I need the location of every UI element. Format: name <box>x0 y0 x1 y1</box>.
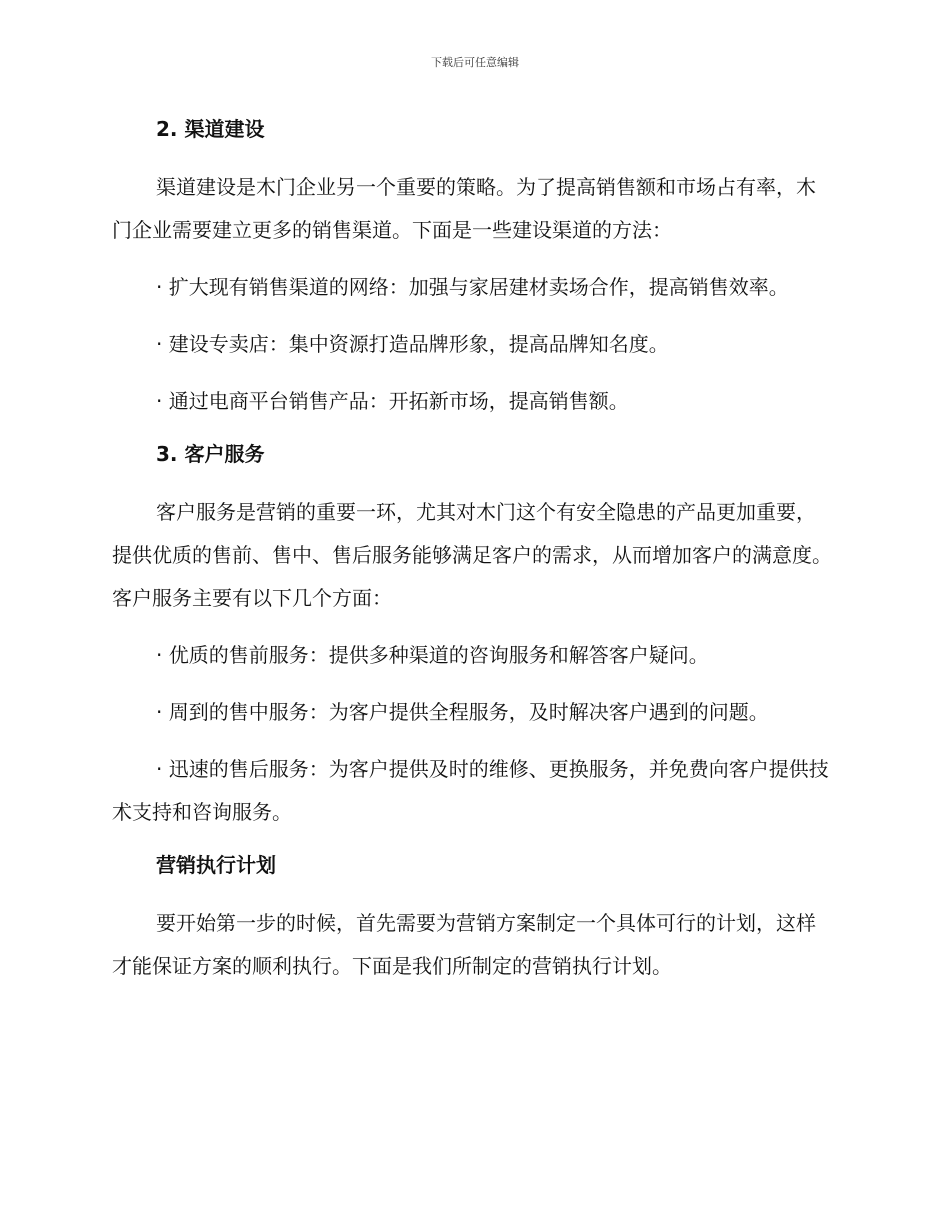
section-heading-plan: 营销执行计划 <box>156 853 276 877</box>
bullet-item: · 通过电商平台销售产品：开拓新市场，提高销售额。 <box>156 389 629 413</box>
bullet-item: · 迅速的售后服务：为客户提供及时的维修、更换服务，并免费向客户提供技术支持和咨询服务。 <box>112 757 829 824</box>
paragraph: 客户服务是营销的重要一环，尤其对木门这个有安全隐患的产品更加重要，提供优质的售前、售中、售后服务能够满足客户的需求，从而增加客户的满意度。客户服务主要有以下几个方面： <box>112 500 832 610</box>
section-heading-service: 3. 客户服务 <box>156 442 265 466</box>
section-heading-channel: 2. 渠道建设 <box>156 117 265 141</box>
document-body <box>112 112 834 1002</box>
bullet-item: · 周到的售中服务：为客户提供全程服务，及时解决客户遇到的问题。 <box>156 700 769 724</box>
page-header-note: 下载后可任意编辑 <box>431 56 519 69</box>
paragraph: 要开始第一步的时候，首先需要为营销方案制定一个具体可行的计划，这样才能保证方案的顺利执行。下面是我们所制定的营销执行计划。 <box>112 911 816 978</box>
bullet-item: · 优质的售前服务：提供多种渠道的咨询服务和解答客户疑问。 <box>156 643 709 667</box>
paragraph: 渠道建设是木门企业另一个重要的策略。为了提高销售额和市场占有率，木门企业需要建立更多的销售渠道。下面是一些建设渠道的方法： <box>112 175 816 242</box>
bullet-item: · 建设专卖店：集中资源打造品牌形象，提高品牌知名度。 <box>156 332 669 356</box>
bullet-item: · 扩大现有销售渠道的网络：加强与家居建材卖场合作，提高销售效率。 <box>156 275 789 299</box>
